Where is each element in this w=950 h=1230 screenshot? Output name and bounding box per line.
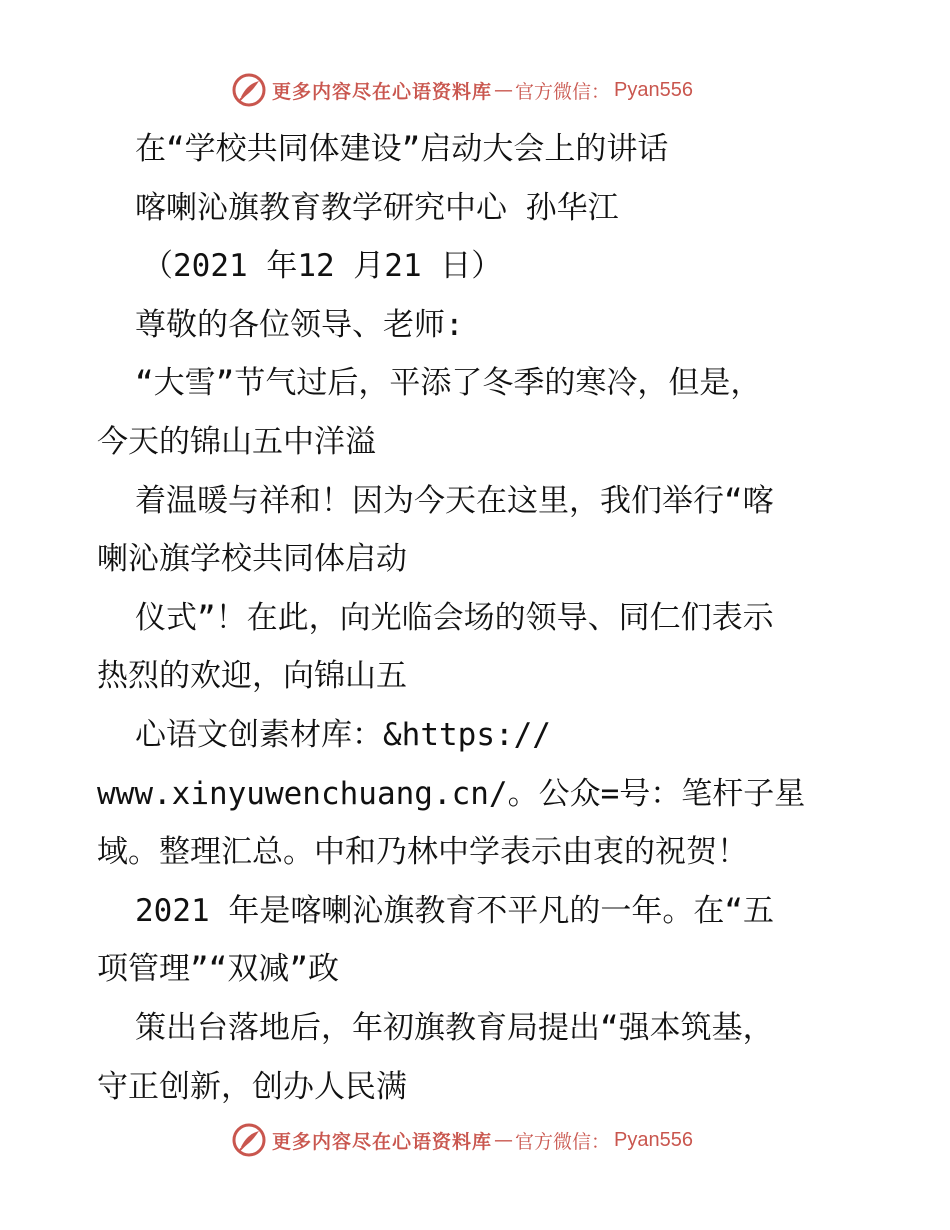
paragraph-line: 域。整理汇总。中和乃林中学表示由衷的祝贺！	[97, 834, 748, 871]
paragraph-line: 热烈的欢迎，向锦山五	[97, 658, 407, 695]
date-line: （2021 年12 月21 日）	[142, 248, 503, 285]
footer-banner	[232, 1122, 693, 1158]
banner-separator: —	[494, 1129, 514, 1151]
banner-wechat-label: 官方微信：	[515, 80, 611, 103]
quill-emblem-icon	[232, 73, 266, 107]
paragraph-line: 仪式”！在此，向光临会场的领导、同仁们表示	[135, 599, 774, 636]
banner-wechat-id: Pyan556	[614, 78, 693, 101]
paragraph-line: 项管理”“双减”政	[97, 951, 339, 988]
paragraph-line: “大雪”节气过后，平添了冬季的寒冷，但是，	[135, 365, 762, 402]
document-body	[0, 120, 950, 1116]
document-title: 在“学校共同体建设”启动大会上的讲话	[135, 131, 669, 167]
banner-separator: —	[494, 79, 514, 101]
salutation: 尊敬的各位领导、老师:	[135, 306, 464, 343]
paragraph-line: 策出台落地后，年初旗教育局提出“强本筑基，	[135, 1009, 774, 1046]
paragraph-line: www.xinyuwenchuang.cn/。公众=号：笔杆子星	[97, 775, 806, 812]
paragraph-line: 喇沁旗学校共同体启动	[97, 541, 407, 578]
header-banner	[232, 72, 693, 108]
paragraph-line: 心语文创素材库：&https://	[135, 716, 551, 753]
paragraph-line: 守正创新，创办人民满	[97, 1068, 407, 1105]
paragraph-line: 着温暖与祥和！因为今天在这里，我们举行“喀	[135, 482, 774, 519]
banner-main-text: 更多内容尽在心语资料库	[272, 1130, 493, 1153]
banner-wechat-label: 官方微信：	[515, 1130, 611, 1153]
author-line: 喀喇沁旗教育教学研究中心 孙华江	[135, 189, 619, 226]
quill-emblem-icon	[232, 1123, 266, 1157]
banner-wechat-id: Pyan556	[614, 1128, 693, 1151]
banner-main-text: 更多内容尽在心语资料库	[272, 80, 493, 103]
paragraph-line: 今天的锦山五中洋溢	[97, 423, 376, 460]
paragraph-line: 2021 年是喀喇沁旗教育不平凡的一年。在“五	[135, 892, 774, 929]
